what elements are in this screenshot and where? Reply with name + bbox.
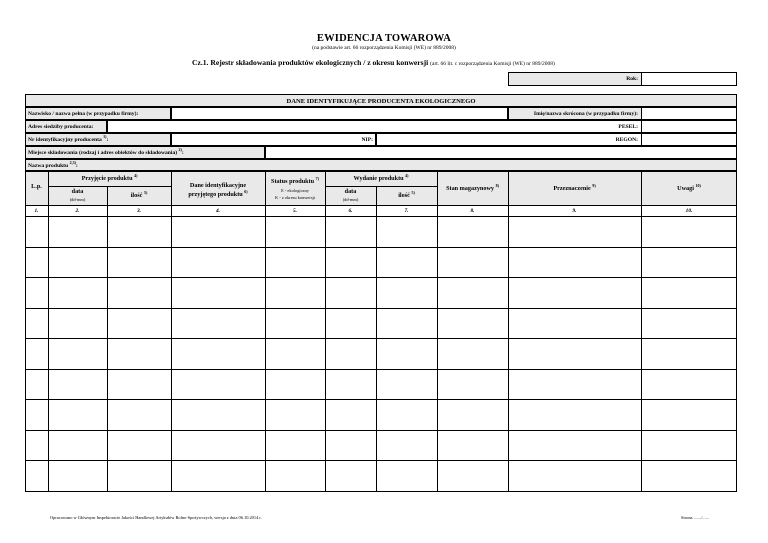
name-field[interactable]: [171, 107, 508, 120]
product-name-label: Nazwa produktu $^{2,3)}$:: [28, 160, 78, 169]
col-number-2: 2.: [75, 207, 80, 214]
col-ident-header: Dane identyfikacyjne przyjętego produktu $^{6)}$: [188, 182, 248, 198]
status-k-legend: K - z okresu konwersji: [275, 195, 315, 200]
table-row: [25, 369, 737, 370]
subtitle-text: Cz.1. Rejestr składowania produktów ekologicznych / z okresu konwersji: [192, 58, 429, 67]
table-row: [25, 308, 737, 309]
col-status-header: Status produktu $^{7)}$: [271, 175, 319, 185]
nip-label: NIP:: [361, 137, 373, 143]
table-frame: [25, 171, 737, 492]
col-number-7: 7.: [404, 207, 409, 214]
storage-field[interactable]: [265, 146, 737, 159]
col-receipt-date-format: (dd-mm): [69, 197, 86, 202]
col-number-1: 1.: [34, 207, 39, 214]
address-field[interactable]: [107, 120, 642, 133]
nip-field[interactable]: [376, 133, 642, 146]
col-receipt-header: Przyjęcie produktu $^{4)}$: [81, 172, 138, 182]
pesel-field[interactable]: [641, 120, 737, 133]
footer-page-number: Strona ......./......: [681, 515, 710, 520]
producer-section-header: [25, 94, 737, 107]
col-receipt-date-header: data: [71, 188, 84, 195]
col-issue-date-header: data: [344, 188, 357, 195]
table-row: [25, 430, 737, 431]
col-issue-header: Wydanie produktu $^{4)}$: [353, 172, 409, 182]
col-purpose-header: Przeznaczenie $^{9)}$: [553, 182, 596, 192]
name-label-cell: [25, 107, 171, 120]
col-receipt-qty-header: ilość $^{5)}$: [130, 189, 148, 199]
col-lp-header: L.p.: [31, 183, 42, 190]
regon-label: REGON:: [615, 137, 638, 143]
pesel-label: PESEL:: [618, 124, 638, 130]
table-row: [25, 460, 737, 461]
subtitle-note: (art. 66 lit. c rozporządzenia Komisji (WE) nr 889/2008): [430, 61, 555, 67]
short-name-label: Imię/nazwa skrócona (w przypadku firmy):: [533, 111, 638, 117]
col-number-8: 8.: [470, 207, 475, 214]
col-number-9: 9.: [572, 207, 577, 214]
regon-field[interactable]: [641, 133, 737, 146]
storage-label: Miejsce składowania (rodzaj i adres obiektów do składowania) $^{2)}$:: [28, 147, 184, 156]
col-number-6: 6.: [348, 207, 353, 214]
product-name-row[interactable]: [25, 159, 737, 171]
col-number-10: 10.: [685, 207, 693, 214]
producer-id-label-cell: [25, 133, 171, 146]
col-issue-qty-header: ilość $^{5)}$: [398, 189, 415, 199]
rok-label: Rok:: [626, 76, 638, 82]
producer-id-field[interactable]: [171, 133, 376, 146]
document-title: EWIDENCJA TOWAROWA: [316, 33, 452, 44]
producer-id-label: Nr identyfikacyjny producenta $^{1)}$:: [28, 134, 109, 143]
legal-basis: (na podstawie art. 66 rozporządzenia Komisji (WE) nr 889/2008): [312, 45, 456, 51]
document-subtitle: [192, 58, 555, 67]
table-row: [25, 277, 737, 278]
col-notes-header: Uwagi $^{10)}$: [677, 182, 701, 192]
col-stock-header: Stan magazynowy $^{8)}$: [446, 182, 499, 192]
storage-label-cell: [25, 146, 265, 159]
address-label: Adres siedziby producenta:: [28, 124, 94, 130]
table-row: [25, 399, 737, 400]
footer-source: Opracowano w Głównym Inspektoracie Jakości Handlowej Artykułów Rolno-Spożywczych, wersja z dnia 06.10.2014 r.: [50, 515, 262, 520]
table-row: [25, 338, 737, 339]
col-issue-date-format: (dd-mm): [342, 197, 359, 202]
rok-input[interactable]: [641, 72, 737, 86]
rok-label-cell: [508, 72, 642, 86]
address-label-cell: [25, 120, 107, 133]
table-row: [25, 247, 737, 248]
col-number-5: 5.: [292, 207, 298, 214]
col-number-3: 3.: [136, 207, 142, 214]
col-number-4: 4.: [215, 207, 221, 214]
producer-section-title: DANE IDENTYFIKUJĄCE PRODUCENTA EKOLOGICZNEGO: [286, 97, 476, 105]
name-label: Nazwisko / nazwa pełna (w przypadku firmy):: [28, 111, 139, 117]
short-name-label-cell: [508, 107, 642, 120]
status-e-legend: E - ekologiczny: [281, 188, 309, 193]
short-name-field[interactable]: [641, 107, 737, 120]
